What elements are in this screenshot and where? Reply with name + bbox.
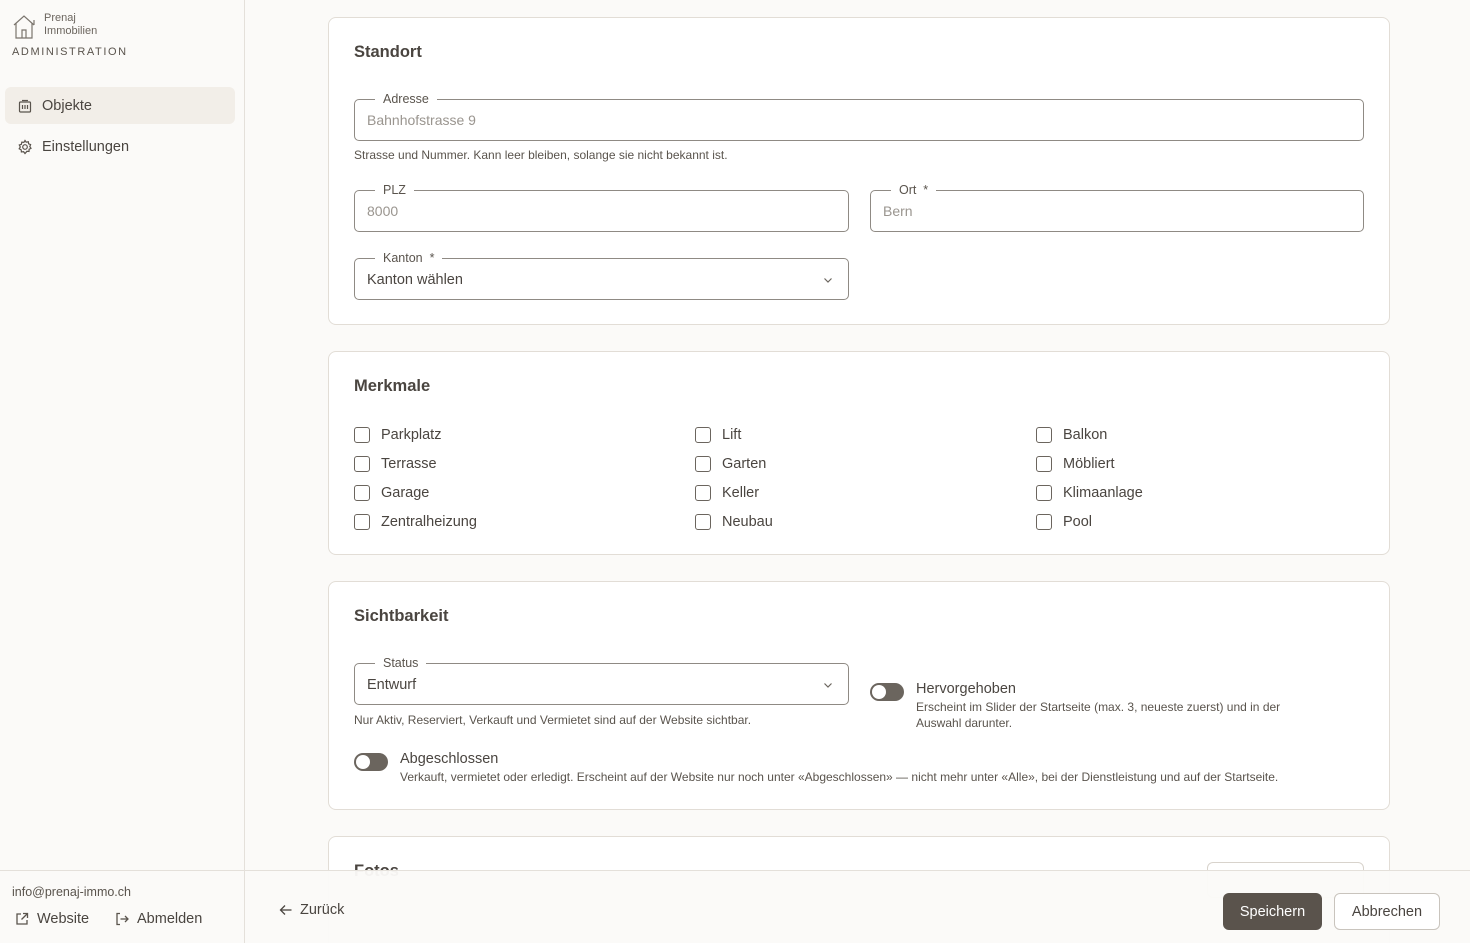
checkbox-zentralheizung[interactable]	[354, 514, 477, 530]
ort-field[interactable]	[870, 183, 1364, 232]
checkbox-label: Neubau	[722, 514, 773, 530]
kanton-value: Kanton wählen	[367, 272, 463, 288]
kanton-select[interactable]	[354, 251, 849, 300]
standort-card	[328, 17, 1390, 325]
checkbox-label: Garage	[381, 485, 430, 501]
user-email: info@prenaj-immo.ch	[12, 885, 131, 899]
checkbox-box[interactable]	[354, 514, 370, 530]
checkbox-box[interactable]	[695, 514, 711, 530]
checkbox-garten[interactable]	[695, 456, 766, 472]
checkbox-pool[interactable]	[1036, 514, 1092, 530]
checkbox-label: Klimaanlage	[1063, 485, 1143, 501]
checkbox-parkplatz[interactable]	[354, 427, 441, 443]
abgeschlossen-toggle[interactable]	[354, 753, 388, 771]
adresse-input[interactable]	[367, 112, 1274, 128]
checkbox-box[interactable]	[354, 427, 370, 443]
checkbox-klimaanlage[interactable]	[1036, 485, 1143, 501]
plz-input[interactable]	[367, 203, 811, 219]
brand-line-2: Immobilien	[44, 25, 98, 37]
action-bar	[245, 870, 1470, 943]
checkbox-box[interactable]	[695, 485, 711, 501]
status-help: Nur Aktiv, Reserviert, Verkauft und Vermietet sind auf der Website sichtbar.	[354, 713, 752, 727]
status-label: Status	[375, 655, 426, 671]
checkbox-terrasse[interactable]	[354, 456, 437, 472]
website-link[interactable]	[14, 911, 89, 927]
checkbox-neubau[interactable]	[695, 514, 773, 530]
back-label: Zurück	[300, 902, 345, 918]
sidebar-footer	[0, 870, 245, 943]
checkbox-box[interactable]	[1036, 514, 1052, 530]
cancel-button[interactable]: Abbrechen	[1334, 893, 1440, 930]
hervorgehoben-description	[916, 699, 1280, 731]
save-button[interactable]: Speichern	[1223, 893, 1322, 930]
checkbox-box[interactable]	[1036, 485, 1052, 501]
plz-field[interactable]	[354, 183, 849, 232]
merkmale-card	[328, 351, 1390, 555]
checkbox-keller[interactable]	[695, 485, 759, 501]
sidebar	[0, 0, 245, 943]
checkbox-label: Balkon	[1063, 427, 1108, 443]
checkbox-box[interactable]	[695, 427, 711, 443]
abgeschlossen-label: Abgeschlossen	[400, 751, 499, 767]
chevron-down-icon	[822, 679, 834, 691]
checkbox-möbliert[interactable]	[1036, 456, 1115, 472]
house-logo-icon	[12, 12, 40, 40]
gear-icon	[17, 139, 33, 155]
checkbox-label: Zentralheizung	[381, 514, 477, 530]
logout-icon	[114, 911, 130, 927]
checkbox-box[interactable]	[1036, 427, 1052, 443]
checkbox-label: Terrasse	[381, 456, 437, 472]
checkbox-lift[interactable]	[695, 427, 741, 443]
external-link-icon	[14, 911, 30, 927]
kanton-label: Kanton *	[375, 250, 442, 266]
status-select[interactable]	[354, 656, 849, 705]
adresse-field[interactable]	[354, 92, 1364, 141]
chevron-down-icon	[822, 274, 834, 286]
checkbox-balkon[interactable]	[1036, 427, 1107, 443]
brand-line-1: Prenaj	[44, 12, 76, 24]
sidebar-item-einstellungen[interactable]	[5, 128, 235, 165]
checkbox-label: Parkplatz	[381, 427, 442, 443]
logout-label: Abmelden	[137, 911, 203, 927]
sidebar-item-label: Objekte	[42, 97, 92, 114]
adresse-help: Strasse und Nummer. Kann leer bleiben, solange sie nicht bekannt ist.	[354, 148, 728, 162]
ort-input[interactable]	[883, 203, 1326, 219]
checkbox-box[interactable]	[354, 485, 370, 501]
logo[interactable]	[12, 12, 97, 40]
plz-label: PLZ	[375, 182, 414, 198]
website-link-label: Website	[37, 911, 90, 927]
section-label: ADMINISTRATION	[12, 46, 128, 58]
checkbox-label: Pool	[1063, 514, 1093, 530]
standort-title: Standort	[354, 43, 422, 61]
hervorgehoben-toggle[interactable]	[870, 683, 904, 701]
arrow-left-icon	[279, 903, 293, 917]
checkbox-garage[interactable]	[354, 485, 429, 501]
logout-button[interactable]	[114, 911, 202, 927]
status-value: Entwurf	[367, 677, 417, 693]
sidebar-item-objekte[interactable]	[5, 87, 235, 124]
checkbox-label: Garten	[722, 456, 767, 472]
sidebar-item-label: Einstellungen	[42, 138, 130, 155]
checkbox-box[interactable]	[354, 456, 370, 472]
back-button[interactable]	[279, 902, 344, 918]
ort-label: Ort *	[891, 182, 936, 198]
checkbox-label: Möbliert	[1063, 456, 1115, 472]
hervorgehoben-desc-line-2: Auswahl darunter.	[916, 716, 1013, 730]
sichtbarkeit-title: Sichtbarkeit	[354, 607, 449, 625]
checkbox-box[interactable]	[1036, 456, 1052, 472]
abgeschlossen-description: Verkauft, vermietet oder erledigt. Erscheint auf der Website nur noch unter «Abgeschlossen» — nicht mehr unter «Alle», bei der Dienstleistung und auf der Startseite.	[400, 770, 1279, 784]
hervorgehoben-label: Hervorgehoben	[916, 681, 1016, 697]
checkbox-box[interactable]	[695, 456, 711, 472]
adresse-label: Adresse	[375, 91, 437, 107]
checkbox-label: Keller	[722, 485, 760, 501]
building-icon	[17, 98, 33, 114]
checkbox-label: Lift	[722, 427, 742, 443]
sichtbarkeit-card	[328, 581, 1390, 810]
hervorgehoben-desc-line-1: Erscheint im Slider der Startseite (max. 3, neueste zuerst) und in der	[916, 700, 1281, 714]
merkmale-title: Merkmale	[354, 377, 431, 395]
